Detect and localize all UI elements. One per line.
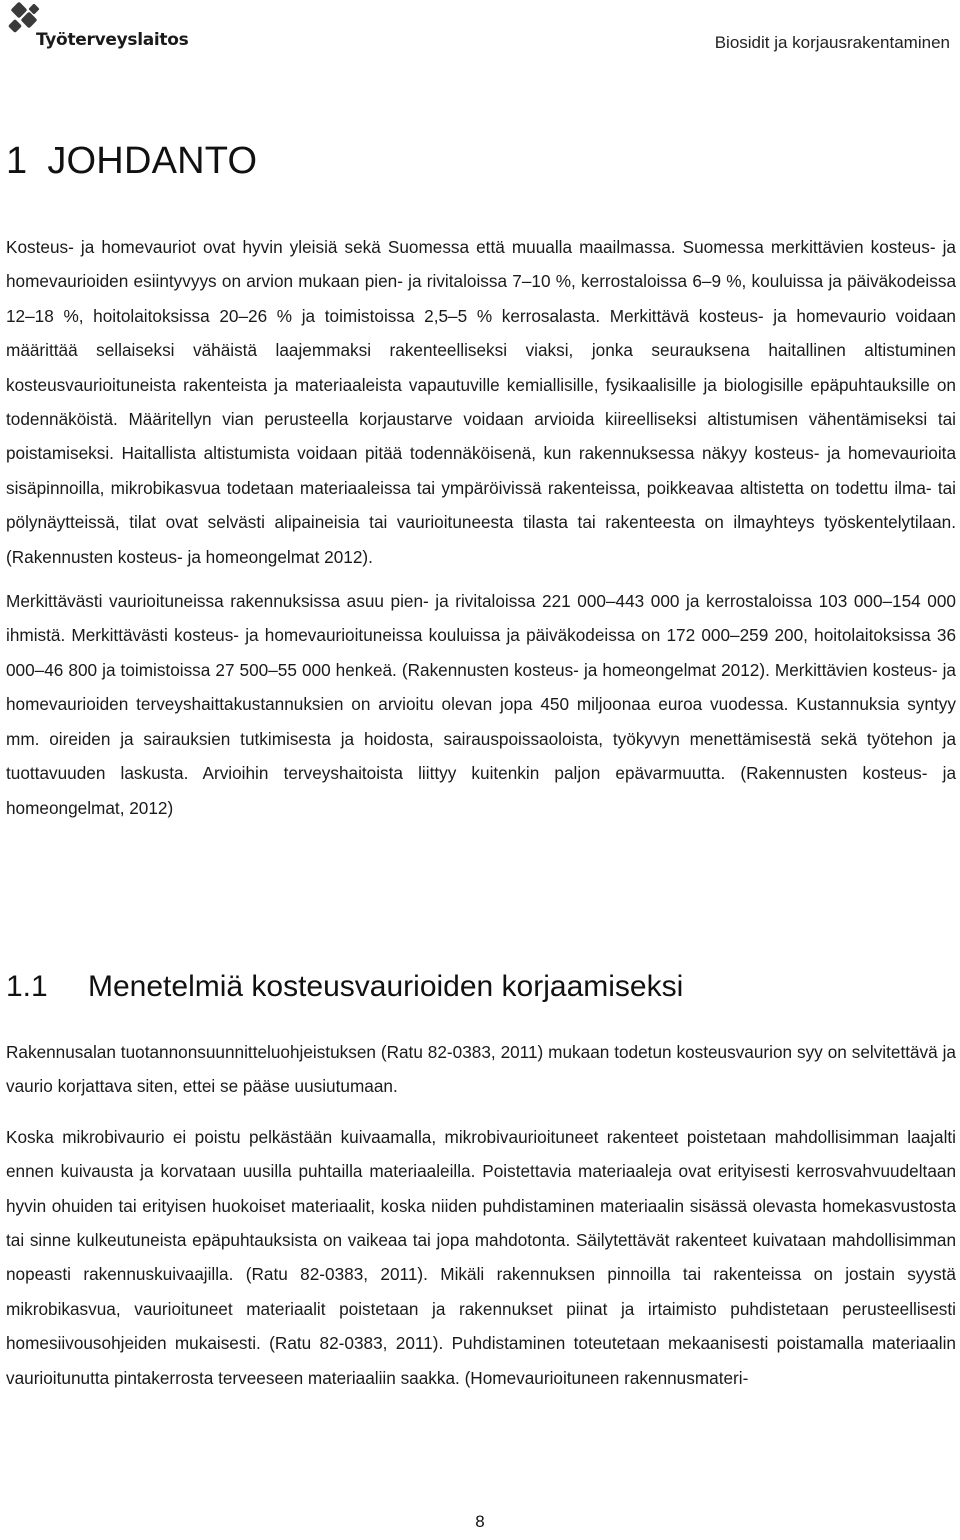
logo-text: Työterveyslaitos <box>36 30 189 50</box>
paragraph: Kosteus- ja homevauriot ovat hyvin yleisiä sekä Suomessa että muualla maailmassa. Suomessa merkittävien kosteus- ja homevaurioiden esiintyvyys on arvion mukaan pien- ja rivitaloissa 7–10 %, kerrostaloissa 6–9 %, kouluissa ja päiväkodeissa 12–18 %, hoitolaitoksissa 20–26 % ja toimistoissa 2,5–5 % kerrosalasta. Merkittävä kosteus- ja homevaurio voidaan määrittää sellaiseksi vähäistä laajemmaksi rakenteelliseksi viaksi, jonka seurauksena haitallinen altistuminen kosteusvaurioituneista rakenteista ja materiaaleista vapautuville kemiallisille, fysikaalisille ja biologisille epäpuhtauksille on todennäköistä. Määritellyn vian perusteella korjaustarve voidaan arvioida kiireelliseksi altistumisen vähentämiseksi tai poistamiseksi. Haitallista altistumista voidaan pitää todennäköisenä, kun rakennuksessa näkyy kosteus- ja homevaurioita sisäpinnoilla, mikrobikasvua todetaan materiaaleissa tai ympäröivissä rakenteissa, poikkeavaa altistetta on todettu ilma- tai pölynäytteissä, tilat ovat selvästi alipaineisia tai vaurioituneesta tilasta tai rakenteesta on ilmayhteys työskentelytilaan. (Rakennusten kosteus- ja homeongelmat 2012). <box>6 237 956 567</box>
subsection-number: 1.1 <box>6 970 48 1003</box>
section-1-1-body <box>6 1035 956 1395</box>
paragraph: Rakennusalan tuotannonsuunnitteluohjeistuksen (Ratu 82-0383, 2011) mukaan todetun kosteusvaurion syy on selvitettävä ja vaurio korjattava siten, ettei se pääse uusiutumaan. <box>6 1042 956 1097</box>
subsection-heading <box>6 970 683 1004</box>
section-title: JOHDANTO <box>47 140 258 182</box>
section-number: 1 <box>6 140 28 182</box>
subsection-title: Menetelmiä kosteusvaurioiden korjaamiseksi <box>88 970 684 1003</box>
paragraph: Merkittävästi vaurioituneissa rakennuksissa asuu pien- ja rivitaloissa 221 000–443 000 ja kerrostaloissa 103 000–154 000 ihmistä. Merkittävästi kosteus- ja homevaurioituneissa kouluissa ja päiväkodeissa on 172 000–259 200, hoitolaitoksissa 36 000–46 800 ja toimistoissa 27 500–55 000 henkeä. (Rakennusten kosteus- ja homeongelmat 2012). Merkittävien kosteus- ja homevaurioiden terveyshaittakustannuksien on arvioitu olevan jopa 450 miljoonaa euroa vuodessa. Kustannuksia syntyy mm. oireiden ja sairauksien tutkimisesta ja hoidosta, sairauspoissaoloista, työkyvyn menettämisestä sekä työtehon ja tuottavuuden laskusta. Arvioihin terveyshaitoista liittyy kuitenkin paljon epävarmuutta. (Rakennusten kosteus- ja homeongelmat, 2012) <box>6 591 956 818</box>
running-header: Biosidit ja korjausrakentaminen <box>714 33 950 52</box>
section-1-body <box>6 230 956 825</box>
page-number: 8 <box>475 1512 485 1531</box>
paragraph: Koska mikrobivaurio ei poistu pelkästään kuivaamalla, mikrobivaurioituneet rakenteet poistetaan mahdollisimman laajalti ennen kuivausta ja korvataan uusilla puhtailla materiaaleilla. Poistettavia materiaaleja ovat erityisesti kerrosvahvuudeltaan hyvin ohuiden tai erityisen huokoiset materiaalit, koska niiden puhdistaminen materiaalin sisässä olevasta homekasvustosta tai sinne kulkeutuneista epäpuhtauksista on vaikeaa tai jopa mahdotonta. Säilytettävät rakenteet kuivataan mahdollisimman nopeasti rakennuskuivaajilla. (Ratu 82-0383, 2011). Mikäli rakennuksen pinnoilla tai rakenteissa on jostain syystä mikrobikasvua, vaurioituneet materiaalit poistetaan ja rakennukset piinat ja irtaimisto puhdistetaan perusteellisesti homesiivousohjeiden mukaisesti. (Ratu 82-0383, 2011). Puhdistaminen toteutetaan mekaanisesti poistamalla materiaalin vaurioitunutta pintakerrosta terveeseen materiaaliin saakka. (Homevaurioituneen rakennusmateri- <box>6 1126 956 1388</box>
logo <box>6 2 189 62</box>
section-heading <box>6 140 257 183</box>
